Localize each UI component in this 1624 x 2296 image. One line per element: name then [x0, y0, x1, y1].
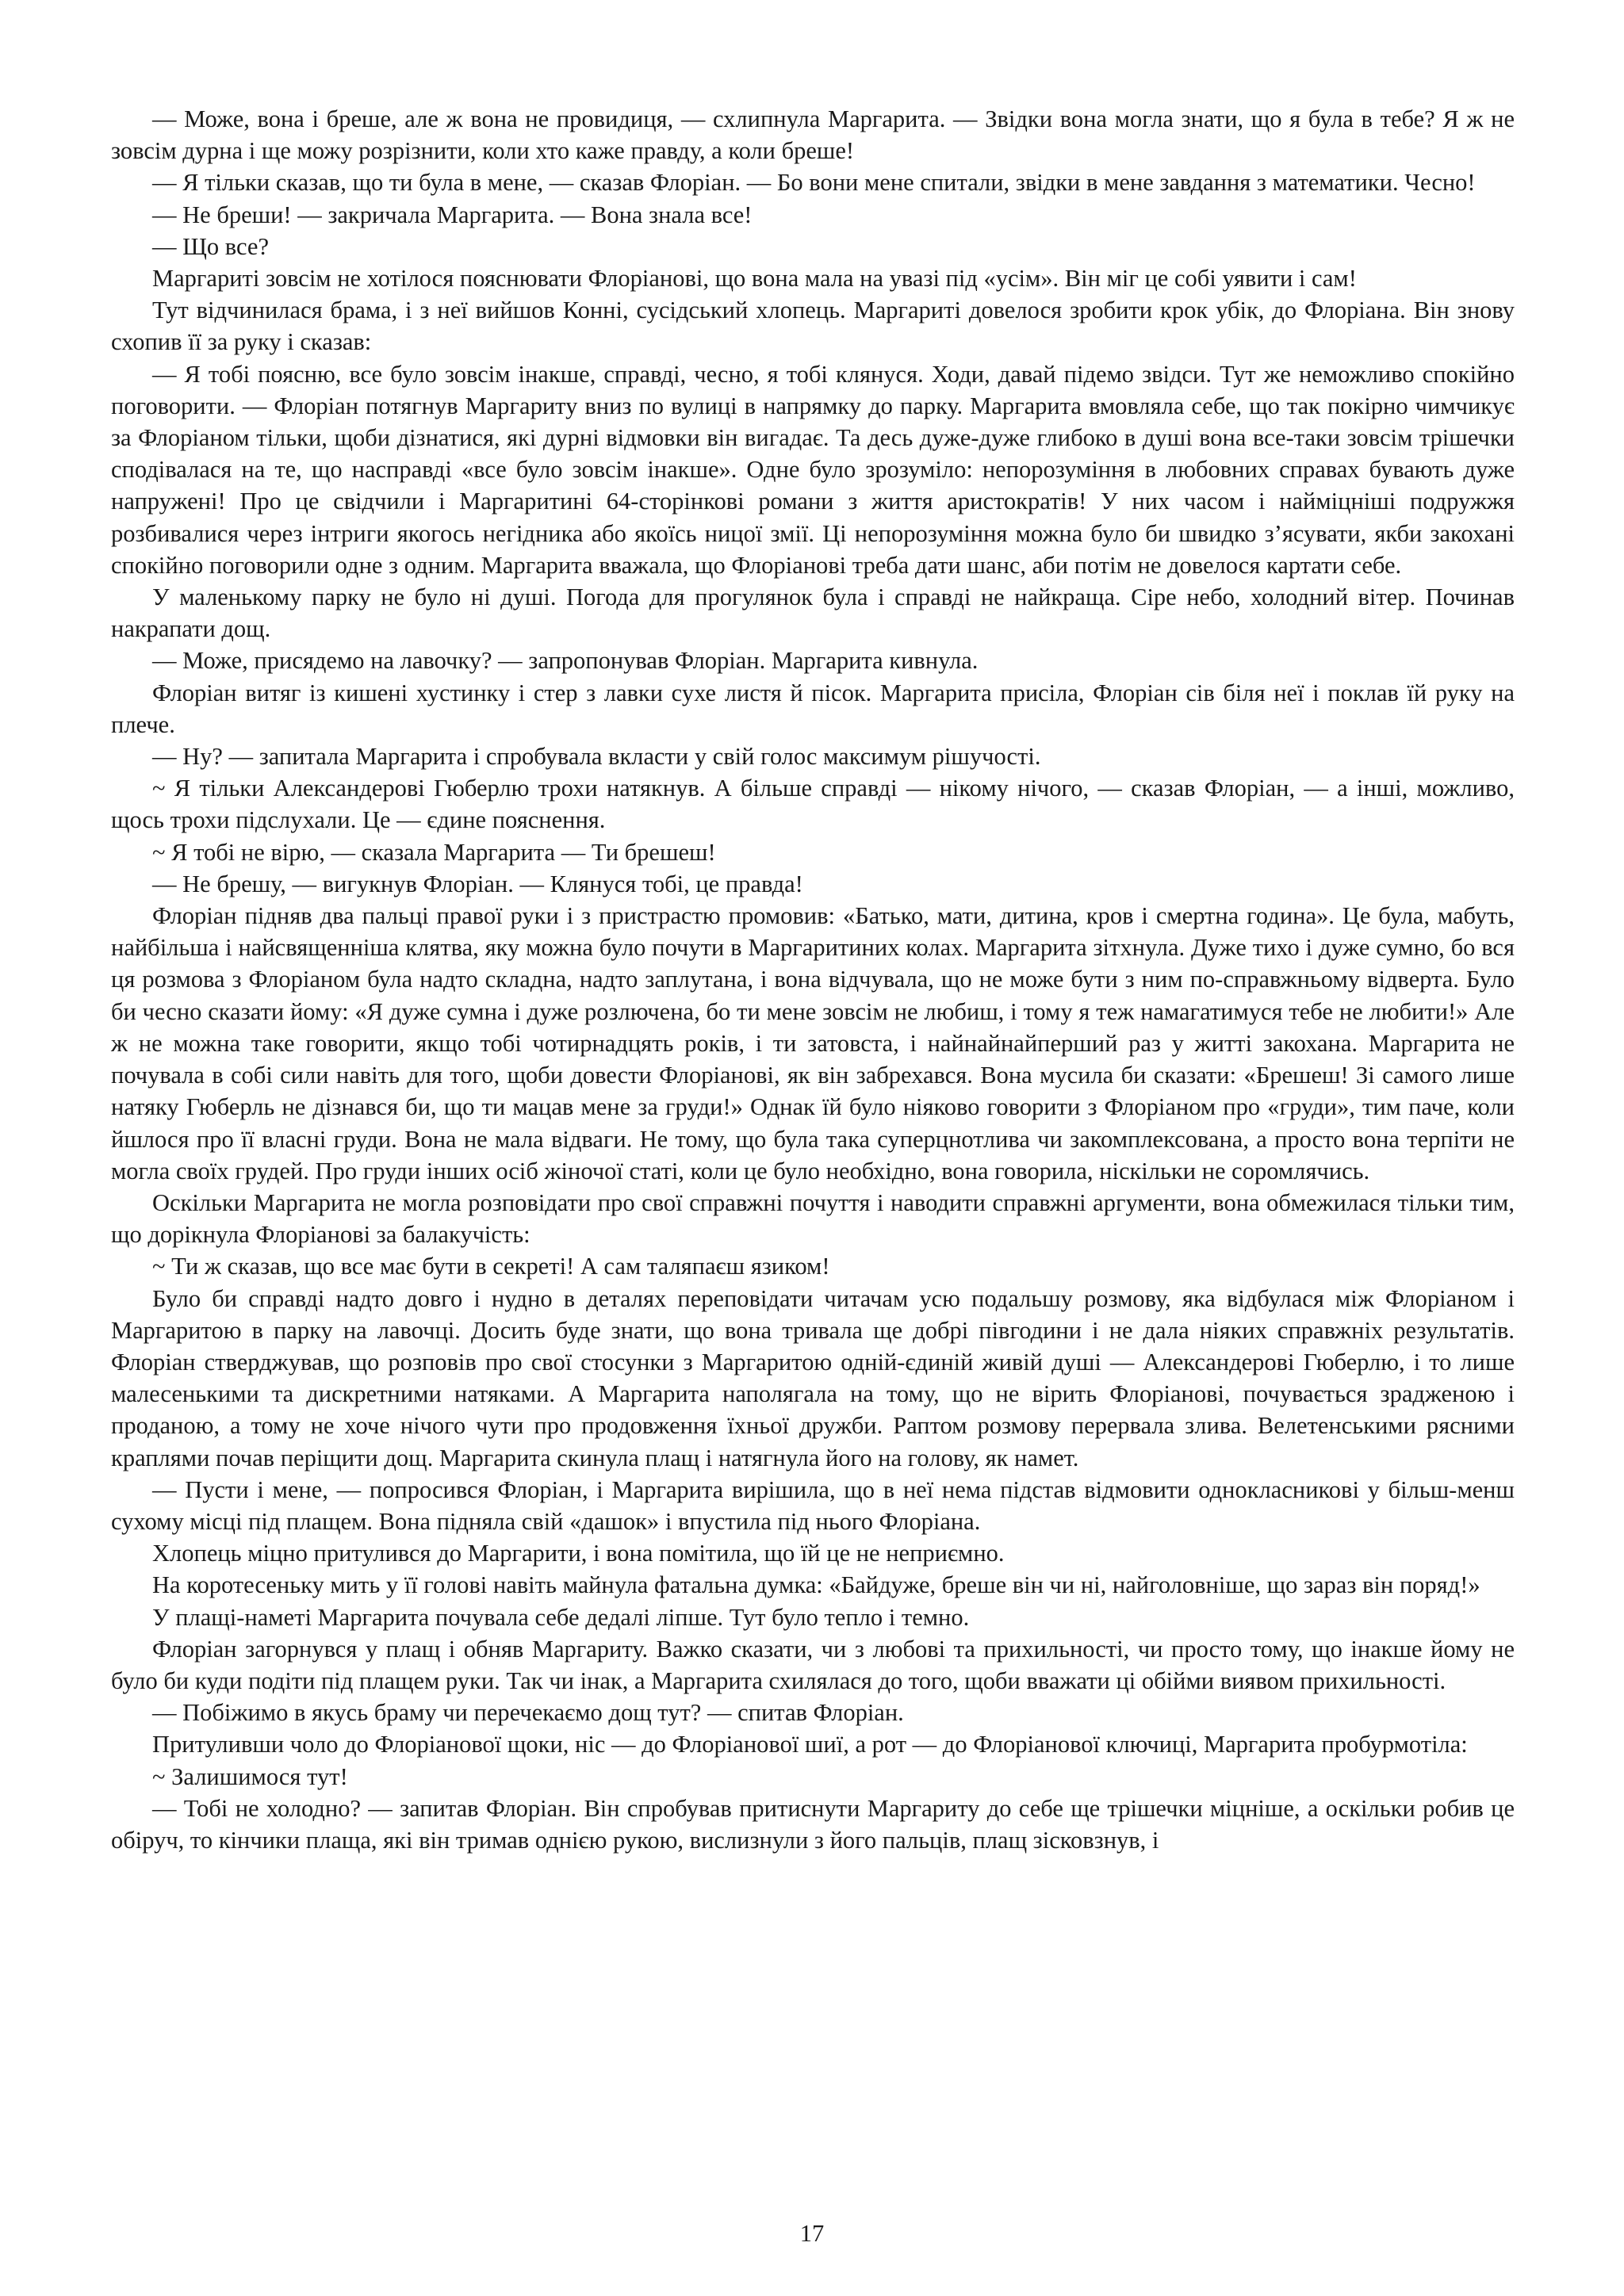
paragraph: — Я тобі поясню, все було зовсім інакше, справді, чесно, я тобі клянуся. Ходи, давай підемо звідси. Тут же неможливо спокійно поговорити. — Флоріан потягнув Маргариту вниз по вулиці в напрямку до парку. Маргарита вмовляла себе, що так покірно чимчикує за Флоріаном тільки, щоби дізнатися, які дурні відмовки він вигадає. Та десь дуже-дуже глибоко в душі вона все-таки зовсім трішечки сподівалася на те, що насправді «все було зовсім інакше». Одне було зрозуміло: непорозуміння в любовних справах бувають дуже напружені! Про це свідчили і Маргаритині 64-сторінкові романи з життя аристократів! У них часом і наймiцніші подружжя розбивалися через інтриги якогось негідника або якоїсь ницої змії. Ці непорозуміння можна було би швидко з’ясувати, якби закохані спокійно поговорили одне з одним. Маргарита вважала, що Флоріанові треба дати шанс, аби потім не довелося картати себе. — [111, 360, 1515, 579]
paragraph: ~ Ти ж сказав, що все має бути в секреті! А сам таляпаєш язиком! — [152, 1253, 830, 1280]
paragraph: ~ Залишимося тут! — [152, 1762, 348, 1790]
paragraph: Притуливши чоло до Флоріанової щоки, ніс — до Флоріанової шиї, а рот — до Флоріанової ключиці, Маргарита пробурмотіла: — [152, 1731, 1468, 1758]
paragraph: — Може, присядемо на лавочку? — запропонував Флоріан. Маргарита кивнула. — [152, 647, 979, 675]
paragraph: — Ну? — запитала Маргарита і спробувала вкласти у свій голос максимум рішучості. — [152, 743, 1041, 771]
paragraph: Оскільки Маргарита не могла розповідати про свої справжні почуття і наводити справжні аргументи, вона обмежилася тільки тим, що дорікнула Флоріанові за балакучість: — [111, 1188, 1515, 1249]
paragraph: — Може, вона і бреше, але ж вона не провидиця, — схлипнула Маргарита. — Звідки вона могла знати, що я була в тебе? Я ж не зовсім дурна і ще можу розрізнити, коли хто каже правду, а коли бреше! — [111, 105, 1515, 165]
paragraph: Тут відчинилася брама, і з неї вийшов Конні, сусідський хлопець. Маргариті довелося зробити крок убік, до Флоріана. Він знову схопив її за руку і сказав: — [111, 297, 1515, 356]
paragraph: — Побіжимо в якусь браму чи перечекаємо дощ тут? — спитав Флоріан. — [152, 1699, 904, 1727]
page-body — [111, 103, 1515, 1856]
paragraph: — Тобі не холодно? — запитав Флоріан. Він спробував притиснути Маргариту до себе ще трішечки міцніше, а оскільки робив це обіруч, то кінчики плаща, які він тримав однією рукою, вислизнули з його пальців, плащ зісковзнув, і — [111, 1794, 1515, 1854]
paragraph: ~ Я тільки Александерові Гюберлю трохи натякнув. А більше справді — нікому нічого, — сказав Флоріан, — а інші, можливо, щось трохи підслухали. Це — єдине пояснення. — [111, 775, 1515, 834]
paragraph: — Я тільки сказав, що ти була в мене, — сказав Флоріан. — Бо вони мене спитали, звідки в мене завдання з математики. Чесно! — [152, 169, 1476, 197]
paragraph: Флоріан підняв два пальці правої руки і з пристрастю промовив: «Батько, мати, дитина, кров і смертна година». Це була, мабуть, найбільша і найсвященніша клятва, яку можна було почути в Маргаритиних колах. Маргарита зітхнула. Дуже тихо і дуже сумно, бо вся ця розмова з Флоріаном була надто складна, надто заплутана, і вона відчувала, що не може бути з ним по-справжньому відверта. Було би чесно сказати йому: «Я дуже сумна і дуже розлючена, бо ти мене зовсім не любиш, і тому я теж намагатимуся тебе не любити!» Але ж не можна таке говорити, якщо тобі чотирнадцять років, і ти затовста, і найнайнайперший раз у житті закохана. Маргарита не почувала в собі сили навіть для того, щоби довести Флоріанові, як він забрехався. Вона мусила би сказати: «Брешеш! Зі самого лише натяку Гюберль не дізнався би, що ти мацав мене за груди!» Однак їй було ніяково говорити з Флоріаном про «груди», тим паче, коли йшлося про її власні груди. Вона не мала відваги. Не тому, що була така суперцнотлива чи закомплексована, а просто вона терпіти не могла своїх грудей. Про груди інших осіб жіночої статі, коли це було необхідно, вона говорила, ніскільки не соромлячись. — [111, 902, 1515, 1184]
paragraph: Флоріан загорнувся у плащ і обняв Маргариту. Важко сказати, чи з любові та прихильності, чи просто тому, що інакше йому не було би куди подіти під плащем руки. Так чи інак, а Маргарита схилялася до того, щоби вважати ці обійми виявом прихильності. — [111, 1635, 1515, 1694]
paragraph: У плащі-наметі Маргарита почувала себе дедалі ліпше. Тут було тепло і темно. — [152, 1603, 970, 1631]
paragraph: На коротесеньку мить у її голові навіть майнула фатальна думка: «Байдуже, бреше він чи ні, найголовніше, що зараз він поряд!» — [152, 1571, 1480, 1599]
paragraph: Було би справді надто довго і нудно в деталях переповідати читачам усю подальшу розмову, яка відбулася між Флоріаном і Маргаритою в парку на лавочці. Досить буде знати, що вона тривала ще добрі півгодини і не дала ніяких справжніх результатів. Флоріан стверджував, що розповів про свої стосунки з Маргаритою одній-єдиній живій душі — Александерові Гюберлю, і то лише малесенькими та дискретними натяками. А Маргарита наполягала на тому, що не вірить Флоріанові, почувається зрадженою і проданою, а тому не хоче нічого чути про продовження їхньої дружби. Раптом розмову перервала злива. Велетенськими рясними краплями почав періщити дощ. Маргарита скинула плащ і натягнула його на голову, як намет. — [111, 1284, 1515, 1471]
paragraph: Хлопець міцно притулився до Маргарити, і вона помітила, що їй це не неприємно. — [152, 1540, 1005, 1567]
paragraph: ~ Я тобі не вірю, — сказала Маргарита — Ти брешеш! — [152, 838, 716, 866]
paragraph: У маленькому парку не було ні душі. Погода для прогулянок була і справді не найкраща. Сіре небо, холодний вітер. Починав накрапати дощ. — [111, 584, 1515, 643]
page-number: 17 — [799, 2220, 825, 2247]
paragraph: — Не брешу, — вигукнув Флоріан. — Клянуся тобі, це правда! — [152, 870, 803, 897]
paragraph: — Що все? — [152, 232, 269, 260]
paragraph: Маргариті зовсім не хотілося пояснювати Флоріанові, що вона мала на увазі під «усім». Він міг це собі уявити і сам! — [152, 265, 1357, 293]
paragraph: Флоріан витяг із кишені хустинку і стер з лавки сухе листя й пісок. Маргарита присіла, Флоріан сів біля неї і поклав їй руку на плече. — [111, 679, 1515, 738]
paragraph: — Пусти і мене, — попросився Флоріан, і Маргарита вирішила, що в неї нема підстав відмовити однокласникові у більш-менш сухому місці під плащем. Вона підняла свій «дашок» і впустила під нього Флоріана. — [111, 1475, 1515, 1535]
paragraph: — Не бреши! — закричала Маргарита. — Вона знала все! — [152, 201, 753, 228]
